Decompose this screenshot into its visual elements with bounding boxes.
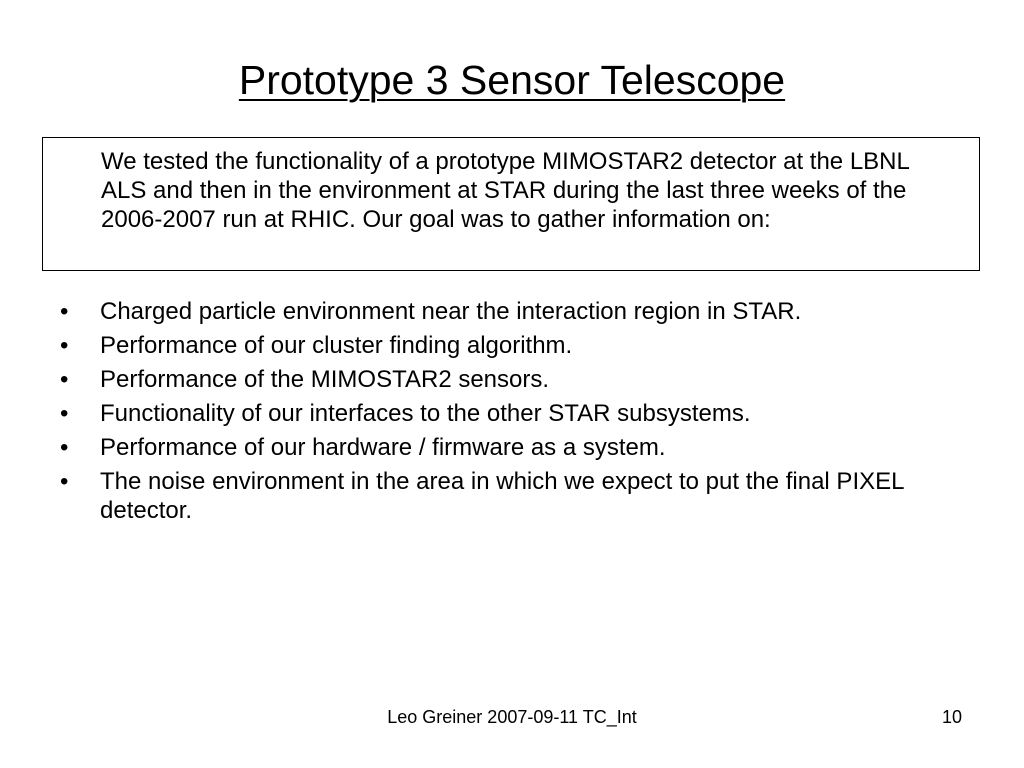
page-number: 10: [941, 707, 962, 727]
list-item: [60, 467, 960, 525]
bullet-icon: •: [60, 366, 69, 393]
bullet-icon: •: [60, 332, 69, 359]
list-item: [60, 433, 960, 462]
slide-title: Prototype 3 Sensor Telescope: [238, 57, 786, 103]
list-item: [60, 331, 960, 360]
bullet-icon: •: [60, 400, 69, 427]
list-item-text: Functionality of our interfaces to the other STAR subsystems.: [100, 400, 751, 427]
footer-text: Leo Greiner 2007-09-11 TC_Int: [387, 707, 637, 727]
list-item: [60, 365, 960, 394]
bullet-icon: •: [60, 298, 69, 325]
list-item-text: The noise environment in the area in which we expect to put the final PIXEL detector.: [100, 468, 904, 524]
list-item: [60, 297, 960, 326]
bullet-icon: •: [60, 468, 69, 495]
bullet-icon: •: [60, 434, 69, 461]
bullet-list: [60, 297, 960, 530]
intro-text: We tested the functionality of a prototype MIMOSTAR2 detector at the LBNL ALS and then in the environment at STAR during the last three weeks of the 2006-2007 run at RHIC. Our goal was to gather information on:: [101, 148, 909, 233]
list-item: [60, 399, 960, 428]
list-item-text: Performance of the MIMOSTAR2 sensors.: [100, 366, 550, 393]
intro-text-box: [42, 137, 980, 271]
list-item-text: Performance of our cluster finding algorithm.: [100, 332, 573, 359]
list-item-text: Charged particle environment near the interaction region in STAR.: [100, 298, 802, 325]
list-item-text: Performance of our hardware / firmware as a system.: [100, 434, 666, 461]
